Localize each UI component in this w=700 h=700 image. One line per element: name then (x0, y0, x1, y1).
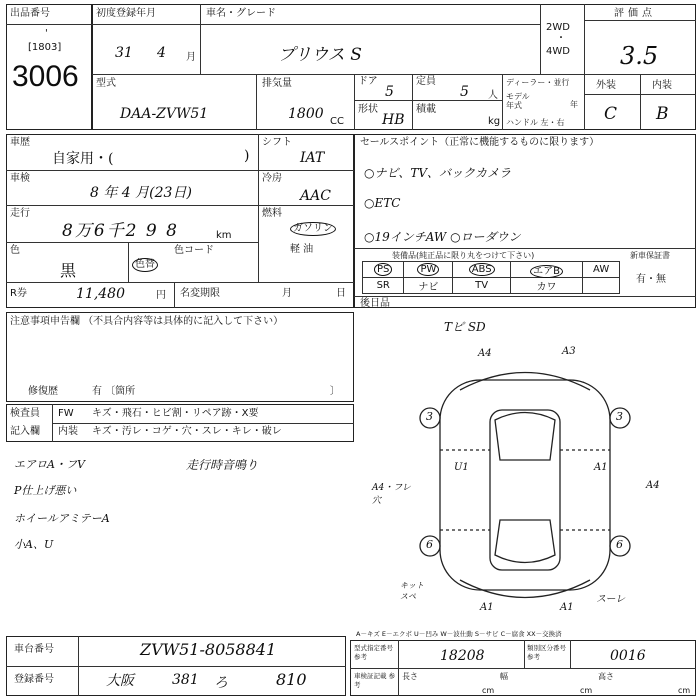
inspection: 8 年 4 月(23日) (90, 185, 192, 201)
grade-ref-label: 型式指定番号 参考 (354, 644, 393, 661)
equip-abs: ABS (469, 263, 495, 276)
inspection-label: 車検 (10, 173, 30, 184)
length-unit: cm (482, 686, 495, 695)
year-unit: 年 (570, 100, 578, 109)
drive-dot: ・ (556, 33, 566, 44)
recycle: 11,480 (76, 286, 125, 302)
month-label: 月 (282, 288, 292, 299)
shift: IAT (300, 150, 325, 166)
fw-items: キズ・飛石・ヒビ割・リペア跡・X要 (92, 408, 259, 419)
warranty-value: 有・無 (636, 274, 666, 285)
km-unit: km (216, 230, 232, 241)
diagram-legend: A－キズ E－エクボ U－凹み W－波仕動 S－サビ C－腐食 XX－交換済 (356, 630, 562, 638)
displacement-unit: CC (330, 116, 344, 127)
history-close: ) (244, 148, 250, 164)
lot-label: 出品番号 (10, 8, 50, 19)
first-reg-month: 4 (157, 45, 166, 61)
fuel-gas: ガソリン (290, 222, 336, 236)
inspector-label-bottom: 記入欄 (10, 426, 40, 437)
equip-aw: AW (583, 262, 620, 278)
sales-point-1: ○ナビ、TV、バックカメラ (364, 166, 512, 180)
mark-sure: スーレ (596, 594, 626, 605)
plate-kana: ろ (214, 675, 228, 691)
door: 5 (385, 84, 394, 100)
lot-tick: ' (45, 28, 48, 39)
recycle-label: R券 (10, 288, 27, 299)
capacity-unit: 人 (488, 90, 498, 101)
model-year-label: モデル年式 (506, 92, 530, 110)
mark-a1-right: A1 (594, 462, 608, 473)
ac: AAC (300, 188, 331, 204)
repair-close: 〕 (330, 386, 340, 397)
fuel-diesel: 軽 油 (290, 244, 314, 255)
mark-6-right: 6 (616, 538, 623, 551)
plate-class: 381 (172, 672, 199, 688)
shape: HB (382, 112, 405, 128)
comment-2: P仕上げ悪い (14, 484, 77, 497)
drive-4wd: 4WD (546, 46, 570, 57)
interior-label: 内装 (652, 80, 672, 91)
chassis: ZVW51-8058841 (140, 640, 277, 659)
inspector-label-top: 検査員 (10, 408, 40, 419)
equip-blank (583, 278, 620, 294)
repair-label: 修復歴 (28, 386, 58, 397)
score: 3.5 (620, 42, 659, 70)
day-label: 日 (336, 288, 346, 299)
model: DAA-ZVW51 (120, 106, 209, 122)
mark-6-left: 6 (426, 538, 433, 551)
fw-label: FW (58, 408, 74, 419)
mark-a4-left: A4・フレ 穴 (372, 483, 411, 506)
car-diagram (400, 350, 650, 620)
car-grade-label: 車名・グレード (206, 8, 276, 19)
displacement-label: 排気量 (262, 78, 292, 89)
color-code-label: 色コード (174, 245, 214, 256)
drive-2wd: 2WD (546, 22, 570, 33)
mileage-label: 走行 (10, 208, 30, 219)
color-label: 色 (10, 245, 20, 256)
mark-a4-top: A4 (478, 348, 492, 359)
color-change: 色替 (132, 258, 158, 272)
rear-seat: Tピ SD (444, 320, 486, 334)
history-label: 車歴 (10, 137, 30, 148)
int-items: キズ・汚レ・コゲ・穴・スレ・キレ・破レ (92, 426, 282, 437)
load-label: 積載 (416, 104, 436, 115)
shape-label: 形状 (358, 104, 378, 115)
chassis-label: 車台番号 (14, 644, 54, 655)
class-ref: 0016 (610, 648, 646, 664)
exterior-label: 外装 (596, 80, 616, 91)
plate-label: 登録番号 (14, 674, 54, 685)
grade-ref: 18208 (440, 648, 485, 664)
car-grade: プリウス S (278, 45, 362, 65)
height-unit: cm (678, 686, 691, 695)
first-reg-year: 31 (115, 45, 133, 61)
capacity-label: 定員 (416, 76, 436, 87)
length-label: 長さ (402, 672, 418, 681)
yen: 円 (156, 290, 166, 301)
first-reg-label: 初度登録年月 (96, 8, 156, 19)
equip-sr: SR (363, 278, 404, 294)
history: 自家用・( (52, 151, 114, 167)
month-char: 月 (186, 52, 196, 63)
sales-title: セールスポイント（正常に機能するものに限ります） (360, 137, 600, 148)
dim-label: 車検証記載 参考 (354, 672, 396, 689)
class-ref-label: 類別区分番号 参考 (527, 644, 566, 661)
mark-a1-bottom-right: A1 (560, 602, 574, 613)
name-change-label: 名変期限 (180, 288, 220, 299)
height-label: 高さ (598, 672, 614, 681)
mileage: 8万6千2 9 8 (62, 221, 179, 241)
lot-number: 3006 (12, 60, 79, 93)
repair-value: 有 〔箇所 (92, 386, 136, 397)
equipment-table (362, 261, 620, 294)
mark-a4-right: A4 (646, 480, 660, 491)
plate-num: 810 (276, 670, 307, 689)
mark-3-right: 3 (616, 410, 623, 423)
equip-airbag: エアB (530, 265, 563, 278)
sales-point-2: ○ETC (364, 196, 401, 210)
notes-title: 注意事項申告欄 （不具合内容等は具体的に記入して下さい） (10, 316, 284, 327)
fuel-label: 燃料 (262, 208, 282, 219)
warranty-label: 新車保証書 (630, 251, 670, 260)
equip-title: 装備品(純正品に限り丸をつけて下さい) (392, 251, 535, 260)
capacity: 5 (460, 84, 469, 100)
width-unit: cm (580, 686, 593, 695)
model-label: 型式 (96, 78, 116, 89)
int-label: 内装 (58, 426, 78, 437)
lot-code: [1803] (28, 42, 62, 53)
comment-3: ホイールアミテーA (14, 512, 110, 525)
door-label: ドア (358, 76, 378, 87)
dealer-label: ディーラー・並行 (506, 78, 570, 87)
comment-1: エアロA・フV (14, 458, 85, 471)
plate-area: 大阪 (106, 673, 134, 689)
mark-a3-top: A3 (562, 346, 576, 357)
ac-label: 冷房 (262, 173, 282, 184)
exterior: C (604, 104, 618, 124)
mark-a1-bottom-left: A1 (480, 602, 494, 613)
handle-label: ハンドル 左・右 (506, 118, 565, 127)
equip-tv: TV (453, 278, 510, 294)
mark-3-left: 3 (426, 410, 433, 423)
comment-right: 走行時音鳴り (186, 458, 259, 472)
displacement: 1800 (288, 106, 324, 122)
equip-ps: PS (374, 263, 392, 276)
color: 黒 (60, 261, 77, 280)
comment-4: 小A、U (14, 538, 54, 551)
shift-label: シフト (262, 137, 292, 148)
equip-navi: ナビ (404, 278, 453, 294)
mark-kit: キット スペ (400, 581, 424, 601)
equip-leather: カワ (510, 278, 582, 294)
sales-point-3: ○19インチAW ○ローダウン (364, 230, 521, 244)
interior: B (656, 104, 669, 124)
equip-pw: PW (417, 263, 439, 276)
width-label: 幅 (500, 672, 508, 681)
rear-seat-label: 後日品 (360, 298, 390, 309)
load-unit: kg (488, 116, 501, 127)
score-label: 評価点 (614, 8, 656, 19)
mark-u1: U1 (454, 462, 469, 473)
